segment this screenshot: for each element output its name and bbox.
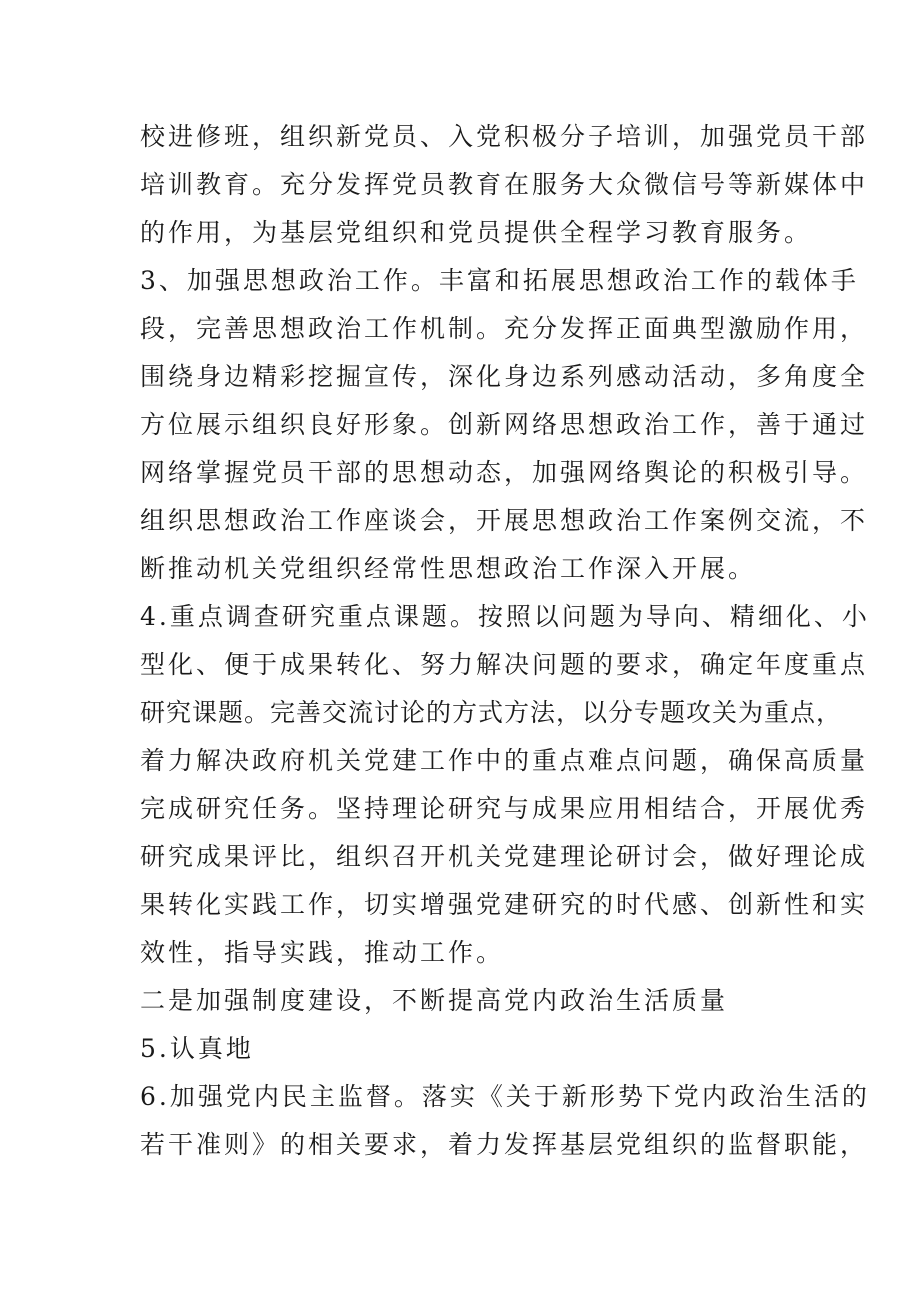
text-line: 完成研究任务。坚持理论研究与成果应用相结合，开展优秀 [140,794,869,823]
text-line: 着力解决政府机关党建工作中的重点难点问题，确保高质量 [140,746,869,775]
text-line: 若干准则》的相关要求，着力发挥基层党组织的监督职能， [140,1130,869,1159]
section-heading: 二是加强制度建设，不断提高党内政治生活质量 [140,986,729,1015]
text-line: 4.重点调查研究重点课题。按照以问题为导向、精细化、小 [140,602,870,631]
text-line: 效性，指导实践，推动工作。 [140,938,505,967]
text-line: 果转化实践工作，切实增强党建研究的时代感、创新性和实 [140,890,869,919]
text-line: 研究课题。完善交流讨论的方式方法，以分专题攻关为重点， [140,698,843,727]
text-line: 网络掌握党员干部的思想动态，加强网络舆论的积极引导。 [140,458,869,487]
text-line: 研究成果评比，组织召开机关党建理论研讨会，做好理论成 [140,842,869,871]
text-line: 段，完善思想政治工作机制。充分发挥正面典型激励作用， [140,314,869,343]
text-line: 培训教育。充分发挥党员教育在服务大众微信号等新媒体中 [140,170,869,199]
text-line: 方位展示组织良好形象。创新网络思想政治工作，善于通过 [140,410,869,439]
text-line: 的作用，为基层党组织和党员提供全程学习教育服务。 [140,218,813,247]
text-line: 型化、便于成果转化、努力解决问题的要求，确定年度重点 [140,650,869,679]
text-line: 围绕身边精彩挖掘宣传，深化身边系列感动活动，多角度全 [140,362,869,391]
text-line: 6.加强党内民主监督。落实《关于新形势下党内政治生活的 [140,1082,870,1111]
text-line: 5.认真地 [140,1034,254,1063]
text-line: 组织思想政治工作座谈会，开展思想政治工作案例交流，不 [140,506,869,535]
text-line: 校进修班，组织新党员、入党积极分子培训，加强党员干部 [140,122,869,151]
text-line: 3、加强思想政治工作。丰富和拓展思想政治工作的载体手 [140,266,859,295]
text-line: 断推动机关党组织经常性思想政治工作深入开展。 [140,554,757,583]
